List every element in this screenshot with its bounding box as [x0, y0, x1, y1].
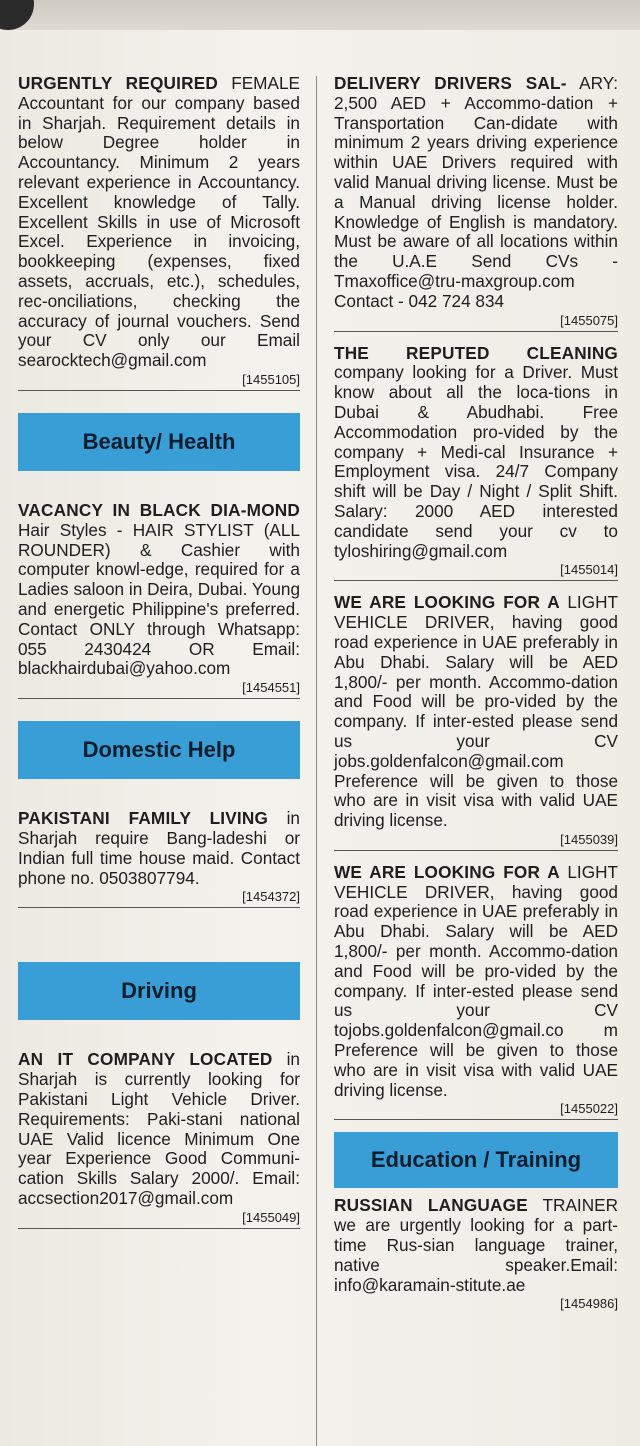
ad-divider — [334, 331, 618, 332]
ad-it-company-driver — [18, 1050, 300, 1228]
ad-ref: [1454372] — [242, 889, 300, 905]
ad-body: LIGHT VEHICLE DRIVER, having good road experience in UAE preferably in Abu Dhabi. Salary will be AED 1,800/- per month. Accommo-dation and Food will be pro-vided by the company. If inter-ested please send us your CV jobs.goldenfalcon@gmail.com Preference will be given to those who are in visit visa with valid UAE driving license. — [334, 592, 618, 831]
ad-divider — [18, 1228, 300, 1229]
ad-light-vehicle-driver-2 — [334, 863, 618, 1121]
section-beauty-health: Beauty/ Health — [18, 413, 300, 471]
ad-hair-stylist — [18, 501, 300, 699]
ad-delivery-drivers — [334, 74, 618, 332]
right-column — [334, 74, 618, 1323]
ad-lead: DELIVERY DRIVERS SAL- — [334, 73, 567, 93]
ad-body: ARY: 2,500 AED + Accommo-dation + Transportation Can-didate with minimum 2 years driving experience within UAE Drivers required with valid Manual driving license. Must be a Manual driving license holder. Knowledge of English is mandatory. Must be aware of all locations within the U.A.E Send CVs - Tmaxoffice@tru-maxgroup.com Contact - 042 724 834 — [334, 73, 618, 311]
ad-body: FEMALE Accountant for our company based in Sharjah. Requirement details in below Degree holder in Accountancy. Minimum 2 years relevant experience in Accountancy. Excellent knowledge of Tally. Excellent Skills in use of Microsoft Excel. Experience in invoicing, bookkeeping (expenses, fixed assets, accruals, etc.), schedules, rec-onciliations, checking the accuracy of journal vouchers. Send your CV only our Email searocktech@gmail.com — [18, 73, 300, 371]
ad-divider — [18, 390, 300, 391]
ad-cleaning-company-driver — [334, 344, 618, 582]
left-column — [18, 74, 300, 1241]
classifieds-page — [0, 30, 640, 1446]
ad-ref: [1455022] — [560, 1101, 618, 1117]
ad-lead: AN IT COMPANY LOCATED — [18, 1049, 273, 1070]
section-driving: Driving — [18, 962, 300, 1020]
ad-body: company looking for a Driver. Must know about all the loca-tions in Dubai & Abudhabi. Free Accommodation pro-vided by the company + Medi-cal Insurance + Employment visa. 24/7 Company shift will be Day / Night / Split Shift. Salary: 2000 AED interested candidate send your cv to tyloshiring@gmail.com — [334, 362, 618, 561]
ad-ref: [1454551] — [242, 680, 300, 696]
ad-ref: [1455049] — [242, 1209, 300, 1225]
column-divider — [316, 76, 317, 1446]
ad-accountant — [18, 74, 300, 391]
ad-lead: URGENTLY REQUIRED — [18, 73, 218, 93]
ad-ref: [1455075] — [560, 312, 618, 328]
ad-lead: WE ARE LOOKING FOR A — [334, 861, 560, 882]
ad-russian-trainer — [334, 1196, 618, 1311]
ad-divider — [18, 907, 300, 908]
ad-body: in Sharjah is currently looking for Pakistani Light Vehicle Driver. Requirements: Paki-stani national UAE Valid licence Minimum One year Experience Good Communi-cation Skills Salary 2000/. Email: accsection2017@gmail.com — [18, 1049, 300, 1208]
ad-body: Hair Styles - HAIR STYLIST (ALL ROUNDER) & Cashier with computer knowl-edge, required for a Ladies saloon in Deira, Dubai. Young and energetic Philippine's preferred. Contact ONLY through Whatsapp: 055 2430424 OR Email: blackhairdubai@yahoo.com — [18, 519, 300, 679]
ad-light-vehicle-driver-1 — [334, 593, 618, 851]
ad-ref: [1455039] — [560, 831, 618, 847]
ad-ref: [1454986] — [560, 1296, 618, 1312]
section-domestic-help: Domestic Help — [18, 721, 300, 779]
ad-divider — [334, 1119, 618, 1120]
ad-lead: VACANCY IN BLACK DIA-MOND — [18, 499, 300, 520]
ad-house-maid — [18, 809, 300, 908]
ad-lead: PAKISTANI FAMILY LIVING — [18, 808, 269, 829]
ad-lead: RUSSIAN LANGUAGE — [334, 1195, 528, 1216]
ad-ref: [1455014] — [560, 562, 618, 578]
ad-body: LIGHT VEHICLE DRIVER, having good road experience in UAE preferably in Abu Dhabi. Salary will be AED 1,800/- per month. Accommo-dation and Food will be pro-vided by the company. If inter-ested please send us your CV tojobs.goldenfalcon@gmail.co m Preference will be given to those who are in visit visa with valid UAE driving license. — [334, 861, 618, 1100]
ad-divider — [334, 580, 618, 581]
ad-body: TRAINER we are urgently looking for a part-time Rus-sian language trainer, native speaker.Email: info@karamain-stitute.ae — [334, 1195, 618, 1295]
section-education-training: Education / Training — [334, 1132, 618, 1188]
ad-divider — [334, 850, 618, 851]
ad-divider — [18, 698, 300, 699]
ad-lead: THE REPUTED CLEANING — [334, 342, 618, 363]
ad-lead: WE ARE LOOKING FOR A — [334, 592, 560, 613]
ad-body: in Sharjah require Bang-ladeshi or Indian full time house maid. Contact phone no. 0503807794. — [18, 808, 300, 888]
ad-ref: [1455105] — [242, 371, 300, 387]
